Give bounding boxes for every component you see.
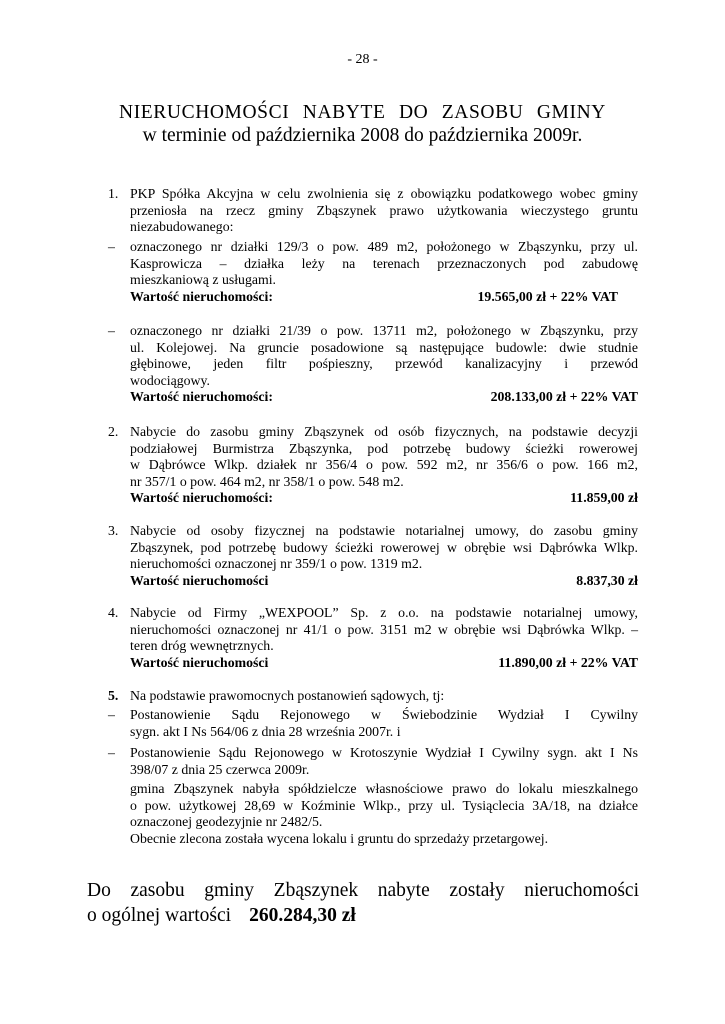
value-row — [130, 655, 638, 672]
sub-text-line: ul. Kolejowej. Na gruncie posadowione są następujące budowle: dwie studnie — [130, 339, 638, 355]
item-text-line: Obecnie zlecona została wycena lokalu i gruntu do sprzedaży przetargowej. — [130, 830, 549, 846]
item-number: 4. — [108, 605, 119, 620]
sub-text-line: Postanowienie Sądu Rejonowego w Krotoszynie Wydział I Cywilny sygn. akt I Ns — [130, 745, 638, 760]
dash-marker: – — [108, 239, 115, 254]
item-text-line: przeniosła na rzecz gminy Zbąszynek prawo użytkowania wieczystego gruntu — [130, 202, 638, 218]
sub-text-line: mieszkaniową z usługami. — [130, 272, 276, 288]
summary-total: 260.284,30 zł — [249, 905, 356, 926]
value-label: Wartość nieruchomości: — [130, 490, 273, 506]
item-number: 5. — [108, 688, 119, 703]
value-amount: 19.565,00 zł + 22% VAT — [477, 288, 618, 304]
item-number: 3. — [108, 523, 119, 538]
item-text-line: PKP Spółka Akcyjna w celu zwolnienia się z obowiązku podatkowego wobec gminy — [130, 186, 638, 201]
item-text-line: w Dąbrówce Wlkp. działek nr 356/4 o pow. 592 m2, nr 356/6 o pow. 166 m2, — [130, 457, 638, 473]
sub-text-line: 398/07 z dnia 25 czerwca 2009r. — [130, 761, 310, 777]
item-text-line: oznaczonej geodezyjnie nr 2482/5. — [130, 814, 323, 830]
page-number: - 28 - — [347, 52, 378, 67]
value-row — [130, 389, 638, 406]
value-amount: 8.837,30 zł — [576, 572, 638, 588]
value-label: Wartość nieruchomości: — [130, 288, 273, 304]
item-text-line: Zbąszynek, pod potrzebę budowy ścieżki rowerowej w obrębie wsi Dąbrówka Wlkp. — [130, 539, 638, 555]
value-amount: 11.859,00 zł — [570, 490, 638, 506]
item-text-line: Nabycie do zasobu gminy Zbąszynek od osób fizycznych, na podstawie decyzji — [130, 424, 638, 439]
item-text-line: Nabycie od osoby fizycznej na podstawie notarialnej umowy, do zasobu gminy — [130, 523, 638, 538]
sub-text-line: Postanowienie Sądu Rejonowego w Świebodzinie Wydział I Cywilny — [130, 707, 638, 722]
value-amount: 11.890,00 zł + 22% VAT — [498, 654, 638, 670]
dash-marker: – — [108, 707, 115, 722]
value-row — [130, 289, 618, 306]
summary-prefix: o ogólnej wartości — [87, 905, 232, 926]
value-label: Wartość nieruchomości — [130, 572, 269, 588]
item-text-line: Nabycie od Firmy „WEXPOOL” Sp. z o.o. na podstawie notarialnej umowy, — [130, 605, 638, 620]
sub-text-line: oznaczonego nr działki 129/3 o pow. 489 m2, położonego w Zbąszynku, przy ul. — [130, 239, 638, 254]
item-text-line: nieruchomości oznaczonej nr 359/1 o pow. 1319 m2. — [130, 556, 423, 572]
sub-text-line: Kasprowicza – działka leży na terenach przeznaczonych pod zabudowę — [130, 255, 638, 271]
item-text-line: o pow. użytkowej 28,69 w Koźminie Wlkp., przy ul. Tysiąclecia 3A/18, na działce — [130, 797, 638, 813]
dash-marker: – — [108, 745, 115, 760]
page-title — [0, 101, 725, 147]
item-text-line: gmina Zbąszynek nabyła spółdzielcze własnościowe prawo do lokalu mieszkalnego — [130, 781, 638, 796]
item-text-line: podziałowej Burmistrza Zbąszynka, pod potrzebę budowy ścieżki rowerowej — [130, 440, 638, 456]
item-intro: Na podstawie prawomocnych postanowień sądowych, tj: — [130, 688, 445, 703]
value-amount: 208.133,00 zł + 22% VAT — [490, 389, 638, 405]
item-number: 2. — [108, 424, 119, 439]
dash-marker: – — [108, 323, 115, 338]
item-text-line: nr 357/1 o pow. 464 m2, nr 358/1 o pow. 548 m2. — [130, 473, 404, 489]
item-number: 1. — [108, 186, 119, 201]
summary-text: Do zasobu gminy Zbąszynek nabyte zostały nieruchomości — [87, 880, 639, 901]
sub-text-line: sygn. akt I Ns 564/06 z dnia 28 września 2007r. i — [130, 723, 401, 739]
value-row — [130, 573, 638, 590]
title-line-1: NIERUCHOMOŚCI NABYTE DO ZASOBU GMINY — [119, 102, 606, 123]
title-line-2: w terminie od października 2008 do października 2009r. — [142, 125, 583, 146]
sub-text-line: oznaczonego nr działki 21/39 o pow. 13711 m2, położonego w Zbąszynku, przy — [130, 323, 638, 338]
summary-line-1 — [87, 878, 639, 903]
sub-text-line: wodociągowy. — [130, 372, 210, 388]
value-label: Wartość nieruchomości — [130, 654, 269, 670]
value-row — [130, 490, 638, 507]
item-text-line: teren dróg wewnętrznych. — [130, 638, 274, 654]
item-text-line: nieruchomości oznaczonej nr 41/1 o pow. 3151 m2 w obrębie wsi Dąbrówka Wlkp. – — [130, 621, 638, 637]
summary-line-2 — [87, 903, 639, 928]
sub-text-line: głębinowe, jeden filtr pośpieszny, przewód kanalizacyjny i przewód — [130, 356, 638, 372]
value-label: Wartość nieruchomości: — [130, 389, 273, 405]
summary — [87, 878, 639, 928]
item-text-line: niezabudowanego: — [130, 219, 234, 235]
